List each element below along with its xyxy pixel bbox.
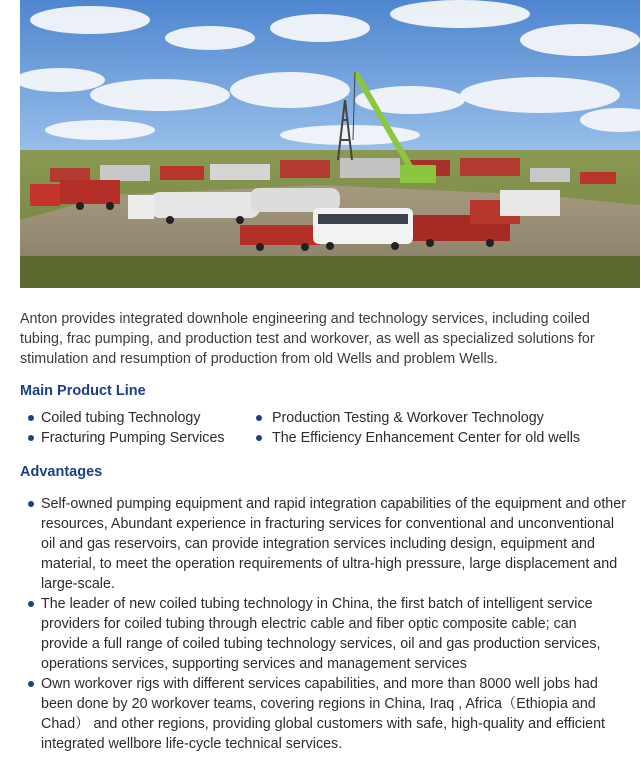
bullet-dot-icon xyxy=(28,501,34,507)
advantages-heading: Advantages xyxy=(20,464,103,480)
bullet-dot-icon xyxy=(28,681,34,687)
advantages-list xyxy=(20,494,626,754)
bullet-dot-icon xyxy=(256,415,262,421)
advantage-item: Self-owned pumping equipment and rapid integration capabilities of the equipment and other resources, Abundant experience in fracturing services for conventional and unconventional oil and gas reservoirs, can provide integration services including design, equipment and material, to meet the operation requirements of ultra-high pressure, large displacement and large-scale. xyxy=(20,494,626,594)
bullet-dot-icon xyxy=(28,435,34,441)
main-product-line-heading: Main Product Line xyxy=(20,383,146,399)
bullet-dot-icon xyxy=(256,435,262,441)
product-item: Coiled tubing Technology xyxy=(20,408,252,428)
advantage-item: Own workover rigs with different services capabilities, and more than 8000 well jobs had been done by 20 workover teams, covering regions in China, Iraq , Africa（Ethiopia and Chad） and other regions, providing global customers with safe, high-quality and efficient integrated wellbore life-cycle technical services. xyxy=(20,674,626,754)
bullet-dot-icon xyxy=(28,415,34,421)
product-item: The Efficiency Enhancement Center for old wells xyxy=(252,428,612,448)
hero-image-oilfield-site xyxy=(20,0,640,288)
advantage-item: The leader of new coiled tubing technology in China, the first batch of intelligent service providers for coiled tubing through electric cable and fiber optic composite cable; can provide a full range of coiled tubing technology services, oil and gas production services, operations services, supporting services and management services xyxy=(20,594,626,674)
product-item: Production Testing & Workover Technology xyxy=(252,408,612,428)
product-item: Fracturing Pumping Services xyxy=(20,428,252,448)
main-product-line-list xyxy=(20,408,626,448)
content xyxy=(20,309,626,754)
intro-paragraph: Anton provides integrated downhole engineering and technology services, including coiled tubing, frac pumping, and production test and workover, as well as specialized solutions for stimulation and resumption of production from old Wells and problem Wells. xyxy=(20,311,595,367)
bullet-dot-icon xyxy=(28,601,34,607)
